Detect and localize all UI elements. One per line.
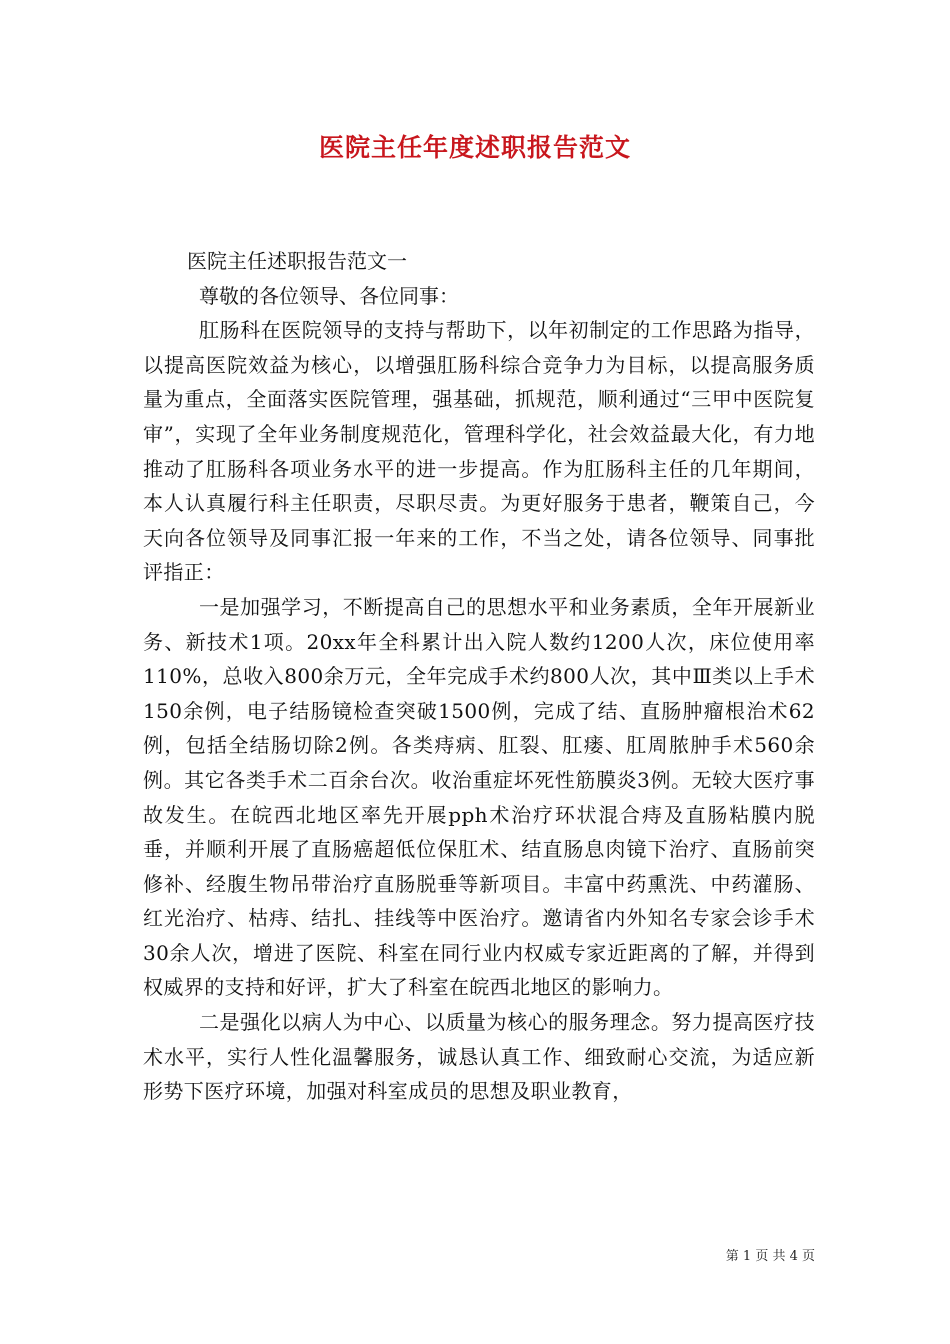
paragraph-second-point: 二是强化以病人为中心、以质量为核心的服务理念。努力提高医疗技术水平，实行人性化温馨服务，诚恳认真工作、细致耐心交流，为适应新形势下医疗环境，加强对科室成员的思想及职业教育，	[143, 1010, 815, 1104]
salutation: 尊敬的各位领导、各位同事：	[199, 283, 459, 308]
document-title: 医院主任年度述职报告范文	[318, 133, 631, 162]
page-number: 第 1 页 共 4 页	[725, 1249, 815, 1264]
paragraph-intro: 肛肠科在医院领导的支持与帮助下，以年初制定的工作思路为指导，以提高医院效益为核心，以增强肛肠科综合竞争力为目标，以提高服务质量为重点，全面落实医院管理，强基础，抓规范，顺利通过“三甲中医院复审”，实现了全年业务制度规范化，管理科学化，社会效益最大化，有力地推动了肛肠科各项业务水平的进一步提高。作为肛肠科主任的几年期间，本人认真履行科主任职责，尽职尽责。为更好服务于患者，鞭策自己，今天向各位领导及同事汇报一年来的工作，不当之处，请各位领导、同事批评指正：	[143, 318, 815, 585]
paragraph-first-point: 一是加强学习，不断提高自己的思想水平和业务素质，全年开展新业务、新技术1项。20xx年全科累计出入院人数约1200人次，床位使用率110%，总收入800余万元，全年完成手术约800人次，其中Ⅲ类以上手术150余例，电子结肠镜检查突破1500例，完成了结、直肠肿瘤根治术62例，包括全结肠切除2例。各类痔病、肛裂、肛瘘、肛周脓肿手术560余例。其它各类手术二百余台次。收治重症坏死性筋膜炎3例。无较大医疗事故发生。在皖西北地区率先开展pph术治疗环状混合痔及直肠粘膜内脱垂，并顺利开展了直肠癌超低位保肛术、结直肠息肉镜下治疗、直肠前突修补、经腹生物吊带治疗直肠脱垂等新项目。丰富中药熏洗、中药灌肠、红光治疗、枯痔、结扎、挂线等中医治疗。邀请省内外知名专家会诊手术30余人次，增进了医院、科室在同行业内权威专家近距离的了解，并得到权威界的支持和好评，扩大了科室在皖西北地区的影响力。	[143, 594, 815, 1000]
document-body	[143, 244, 815, 1109]
document-subtitle: 医院主任述职报告范文一	[187, 249, 407, 273]
